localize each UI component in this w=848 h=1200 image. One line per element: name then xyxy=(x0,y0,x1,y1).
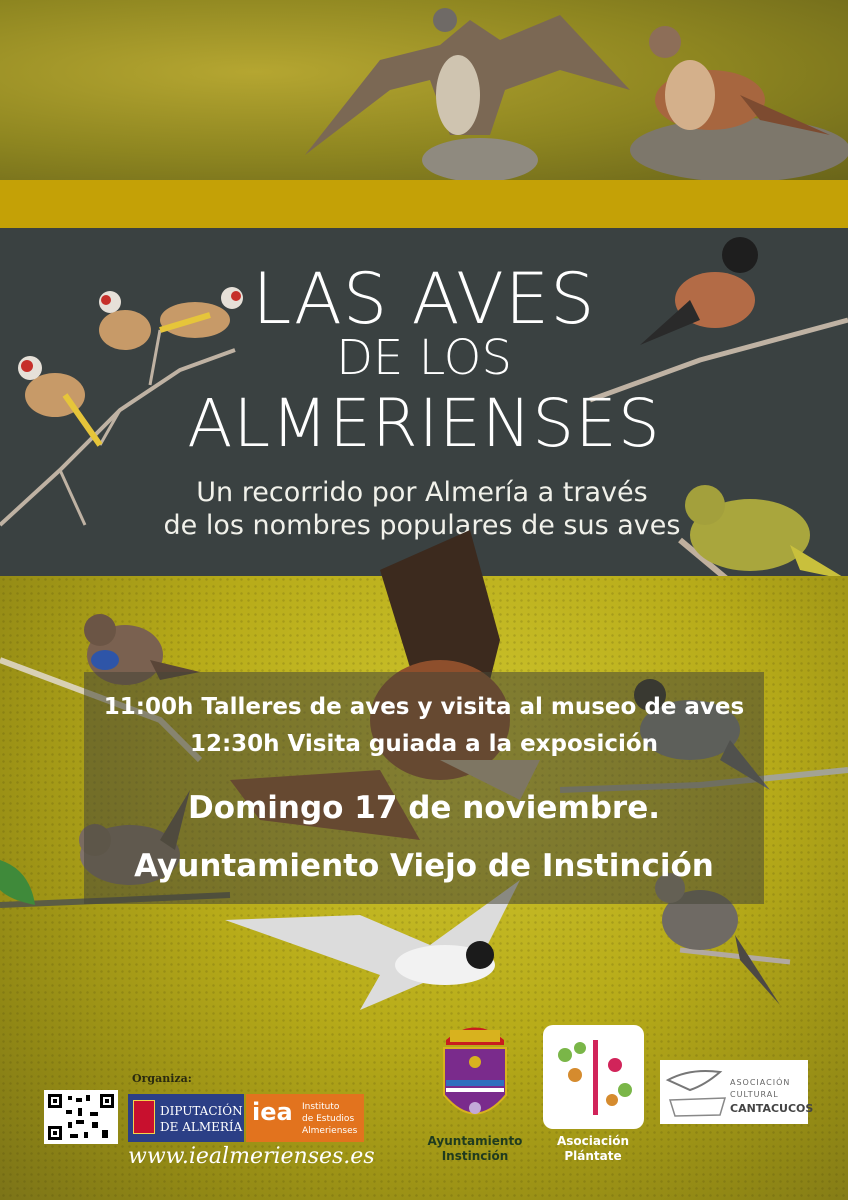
schedule-item-1: 11:00h Talleres de aves y visita al museo de aves xyxy=(103,694,745,720)
event-venue: Ayuntamiento Viejo de Instinción xyxy=(134,848,714,884)
diputacion-line-1: DIPUTACIÓN xyxy=(160,1104,243,1118)
ayuntamiento-label-2: Instinción xyxy=(441,1149,509,1163)
iea-line-1: Instituto xyxy=(302,1102,340,1112)
subtitle-line-1: Un recorrido por Almería a través xyxy=(196,477,648,508)
plantate-label-2: Plántate xyxy=(564,1149,622,1163)
iea-line-3: Almerienses xyxy=(302,1126,358,1136)
website-link[interactable]: www.iealmerienses.es xyxy=(128,1144,375,1169)
ayuntamiento-label-1: Ayuntamiento xyxy=(427,1134,523,1148)
title-line-2: DE LOS xyxy=(336,330,512,386)
iea-line-2: de Estudios xyxy=(302,1114,355,1124)
plantate-label-1: Asociación xyxy=(556,1134,629,1148)
diputacion-line-2: DE ALMERÍA xyxy=(160,1120,243,1134)
title-line-1: LAS AVES xyxy=(252,258,596,340)
event-date: Domingo 17 de noviembre. xyxy=(187,790,661,826)
iea-logo-mark: iea xyxy=(252,1098,293,1126)
schedule-item-2: 12:30h Visita guiada a la exposición xyxy=(189,731,659,757)
cantacucos-line-1: ASOCIACIÓN xyxy=(730,1078,791,1087)
organiza-label: Organiza: xyxy=(132,1072,192,1085)
cantacucos-line-2: CULTURAL xyxy=(730,1090,779,1099)
subtitle-line-2: de los nombres populares de sus aves xyxy=(163,510,681,541)
title-line-3: ALMERIENSES xyxy=(187,385,661,462)
cantacucos-line-3: CANTACUCOS xyxy=(730,1102,814,1115)
